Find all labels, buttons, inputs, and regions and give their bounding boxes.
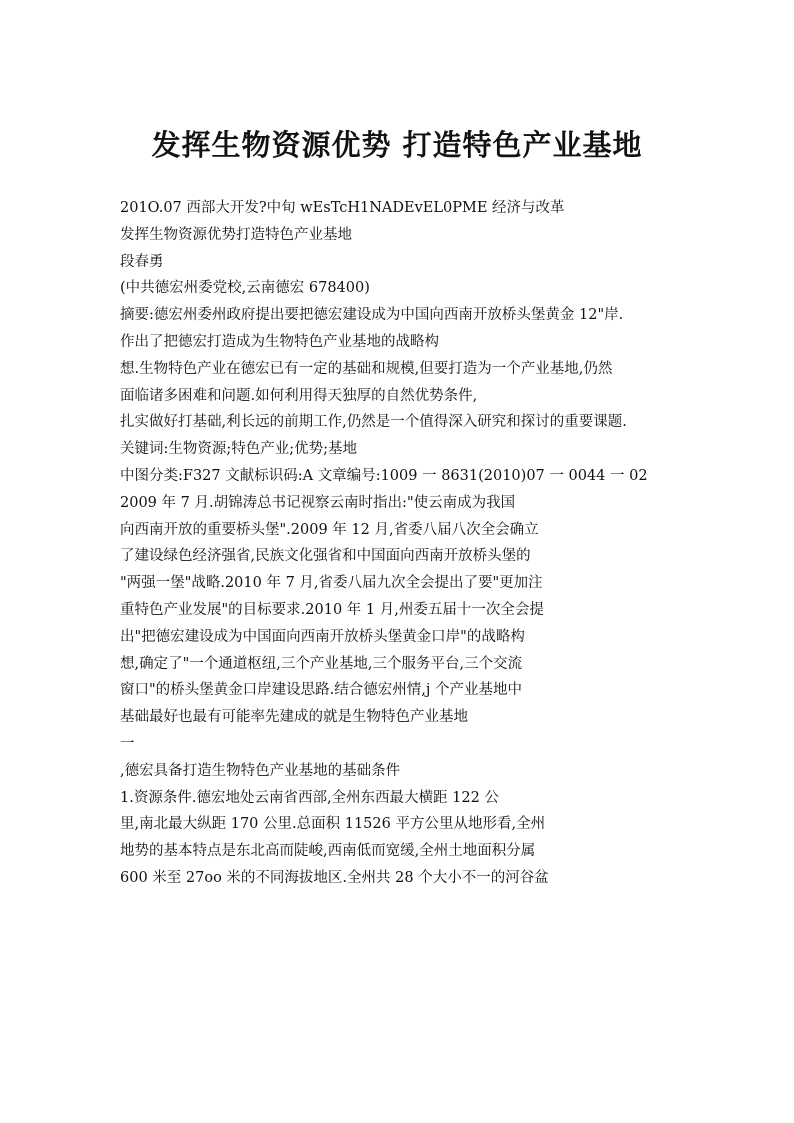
text-line: 重特色产业发展"的目标要求.2010 年 1 月,州委五届十一次全会提 xyxy=(120,601,544,618)
text-line: 关键词:生物资源;特色产业;优势;基地 xyxy=(120,441,358,458)
text-line: 2009 年 7 月.胡锦涛总书记视察云南时指出:"使云南成为我国 xyxy=(120,494,516,511)
text-line: 扎实做好打基础,利长远的前期工作,仍然是一个值得深入研究和探讨的重要课题. xyxy=(120,414,627,431)
text-line: 作出了把德宏打造成为生物特色产业基地的战略构 xyxy=(120,333,439,350)
text-line: 段春勇 xyxy=(120,253,164,270)
text-line: 1.资源条件.德宏地处云南省西部,全州东西最大横距 122 公 xyxy=(120,789,499,806)
text-line: 中图分类:F327 文献标识码:A 文章编号:1009 一 8631(2010)07 一 0044 一 02 xyxy=(120,467,648,484)
text-line: 了建设绿色经济强省,民族文化强省和中国面向西南开放桥头堡的 xyxy=(120,548,531,565)
text-line: 发挥生物资源优势打造特色产业基地 xyxy=(120,226,352,243)
text-line: 里,南北最大纵距 170 公里.总面积 11526 平方公里从地形看,全州 xyxy=(120,816,546,833)
text-line: 面临诸多困难和问题.如何利用得天独厚的自然优势条件, xyxy=(120,387,478,404)
section-heading: ,德宏具备打造生物特色产业基地的基础条件 xyxy=(120,762,401,779)
text-line: (中共德宏州委党校,云南德宏 678400) xyxy=(120,280,370,297)
text-line: 想,确定了"一个通道枢纽,三个产业基地,三个服务平台,三个交流 xyxy=(120,655,523,672)
text-line: 向西南开放的重要桥头堡".2009 年 12 月,省委八届八次全会确立 xyxy=(120,521,539,538)
text-line: 基础最好也最有可能率先建成的就是生物特色产业基地 xyxy=(120,709,468,726)
document-title: 发挥生物资源优势 打造特色产业基地 xyxy=(151,128,643,162)
text-line: "两强一堡"战略.2010 年 7 月,省委八届九次全会提出了要"更加注 xyxy=(120,575,543,592)
text-line: 摘要:德宏州委州政府提出要把德宏建设成为中国向西南开放桥头堡黄金 12"岸. xyxy=(120,307,624,324)
text-line: 600 米至 27oo 米的不同海拔地区.全州共 28 个大小不一的河谷盆 xyxy=(120,869,549,886)
text-line: 出"把德宏建设成为中国面向西南开放桥头堡黄金口岸"的战略构 xyxy=(120,628,525,645)
text-line: 201O.07 西部大开发?中旬 wEsTcH1NADEvEL0PME 经济与改革 xyxy=(120,200,565,216)
text-line: 地势的基本特点是东北高而陡峻,西南低而宽缓,全州土地面积分属 xyxy=(120,843,536,860)
text-line: 一 xyxy=(120,735,135,752)
text-line: 窗口"的桥头堡黄金口岸建设思路.结合德宏州情,j 个产业基地中 xyxy=(120,682,522,699)
text-line: 想.生物特色产业在德宏已有一定的基础和规模,但要打造为一个产业基地,仍然 xyxy=(120,360,613,377)
document-body xyxy=(120,195,680,892)
